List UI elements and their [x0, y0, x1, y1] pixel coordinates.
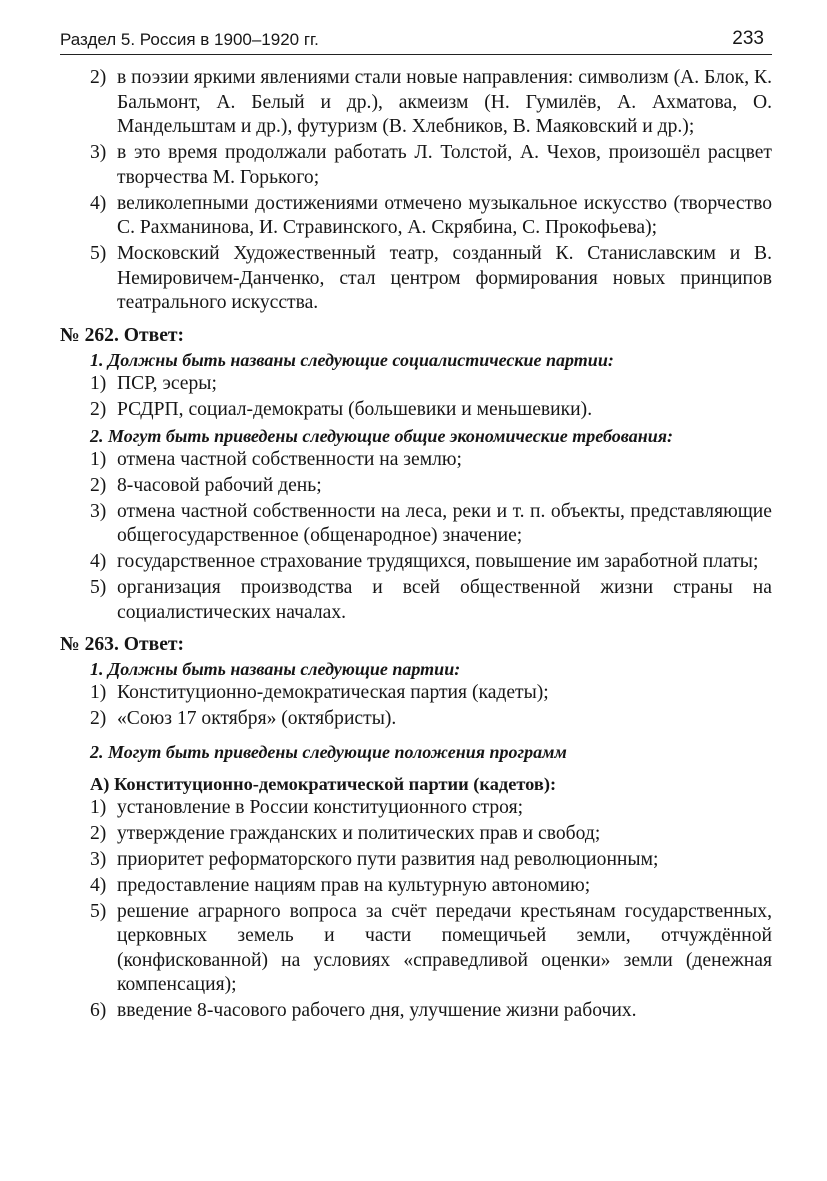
item-number: 6) [90, 1000, 107, 1021]
item-number: 2) [90, 708, 107, 729]
item-number: 2) [90, 822, 107, 844]
answer-263-subheading-1: 1. Должны быть названы следующие партии: [90, 659, 461, 679]
item-text: решение аграрного вопроса за счёт передачи крестьянам государственных, церковных земель и части помещичьей земли, отчуждённой (конфискованной) на условиях «справедливой оценки» земли (денежная компенсация); [117, 900, 772, 995]
answer-262-subheading-2: 2. Могут быть приведены следующие общие экономические требования: [90, 425, 673, 446]
list-item [60, 848, 772, 873]
item-text: РСДРП, социал-демократы (большевики и меньшевики). [117, 398, 593, 420]
item-number: 3) [90, 848, 107, 870]
item-number: 1) [90, 682, 107, 703]
list-item [60, 550, 772, 575]
item-text: отмена частной собственности на леса, реки и т. п. объекты, представляющие общегосударственное (общенародное) значение; [117, 500, 772, 546]
item-number: 1) [90, 372, 107, 394]
list-item [60, 66, 772, 140]
section-title: Раздел 5. Россия в 1900–1920 гг. [60, 30, 319, 49]
item-text: введение 8-часового рабочего дня, улучшение жизни рабочих. [117, 1000, 637, 1021]
item-number: 5) [90, 900, 107, 922]
list-item [60, 448, 772, 473]
answer-262-subheading-1: 1. Должны быть названы следующие социалистические партии: [90, 349, 614, 370]
list-item [60, 576, 772, 625]
page-content [60, 66, 772, 1025]
item-number: 3) [90, 142, 107, 163]
item-number: 4) [90, 551, 107, 572]
list-item [60, 822, 772, 847]
list-item [60, 707, 772, 732]
item-number: 3) [90, 500, 107, 522]
item-text: Конституционно-демократическая партия (кадеты); [117, 682, 549, 703]
item-text: утверждение гражданских и политических прав и свобод; [117, 822, 601, 844]
item-number: 1) [90, 448, 107, 470]
item-number: 1) [90, 796, 107, 818]
item-text: 8-часовой рабочий день; [117, 474, 322, 496]
list-item [60, 999, 772, 1024]
item-text: отмена частной собственности на землю; [117, 448, 462, 470]
answer-263-subheading-a: А) Конституционно-демократической партии (кадетов): [90, 773, 557, 794]
list-item [60, 681, 772, 706]
list-item [60, 141, 772, 190]
item-text: установление в России конституционного строя; [117, 796, 524, 818]
answer-263-subheading-2: 2. Могут быть приведены следующие положения программ [90, 741, 567, 762]
list-item [60, 242, 772, 316]
list-item [60, 372, 772, 397]
answer-263-list-1 [60, 681, 772, 732]
list-item [60, 474, 772, 499]
item-number: 5) [90, 577, 107, 598]
item-text: организация производства и всей общественной жизни страны на социалистических началах. [117, 577, 772, 623]
list-item [60, 900, 772, 998]
answer-263-list-a [60, 796, 772, 1024]
item-text: ПСР, эсеры; [117, 372, 217, 394]
item-number: 5) [90, 243, 107, 264]
intro-list [60, 66, 772, 316]
answer-263-heading: № 263. Ответ: [60, 634, 185, 655]
item-number: 4) [90, 192, 107, 214]
item-text: государственное страхование трудящихся, повышение им заработной платы; [117, 551, 759, 572]
item-number: 4) [90, 874, 107, 896]
answer-262-heading: № 262. Ответ: [60, 324, 185, 346]
item-text: великолепными достижениями отмечено музыкальное искусство (творчество С. Рахманинова, И. Стравинского, А. Скрябина, С. Прокофьева); [117, 192, 772, 238]
item-text: в поэзии яркими явлениями стали новые направления: символизм (А. Блок, К. Бальмонт, А. Белый и др.), акмеизм (Н. Гумилёв, А. Ахматова, О. Мандельштам и др.), футуризм (В. Хлебников, В. Маяковский и др.); [117, 67, 772, 137]
list-item [60, 500, 772, 549]
answer-262-list-2 [60, 448, 772, 626]
list-item [60, 192, 772, 241]
item-number: 2) [90, 67, 107, 88]
item-text: в это время продолжали работать Л. Толстой, А. Чехов, произошёл расцвет творчества М. Горького; [117, 142, 772, 188]
list-item [60, 398, 772, 423]
running-header [60, 26, 772, 55]
item-number: 2) [90, 474, 107, 496]
page-number: 233 [732, 28, 764, 49]
item-number: 2) [90, 398, 107, 420]
item-text: приоритет реформаторского пути развития над революционным; [117, 848, 659, 870]
list-item [60, 796, 772, 821]
list-item [60, 874, 772, 899]
item-text: Московский Художественный театр, созданный К. Станиславским и В. Немировичем-Данченко, стал центром формирования новых принципов театрального искусства. [117, 243, 772, 313]
answer-262-list-1 [60, 372, 772, 423]
item-text: «Союз 17 октября» (октябристы). [117, 708, 397, 729]
item-text: предоставление нациям прав на культурную автономию; [117, 874, 591, 896]
